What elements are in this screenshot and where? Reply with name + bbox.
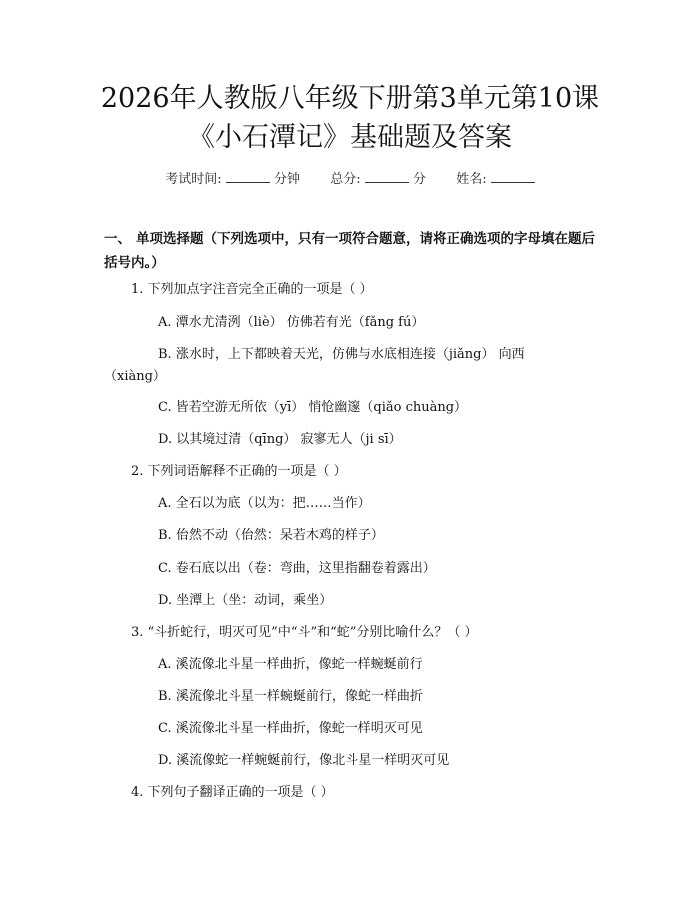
time-label: 考试时间: (165, 172, 222, 187)
score-blank (365, 170, 409, 183)
option-b: B. 佁然不动（佁然：呆若木鸡的样子） (158, 528, 384, 543)
option-b: B. 涨水时，上下都映着天光，仿佛与水底相连接（jiǎng） 向西（xiàng） (104, 347, 525, 384)
name-blank (491, 170, 535, 183)
exam-meta (0, 168, 700, 187)
question-stem: 3. “斗折蛇行，明灭可见”中“斗”和“蛇”分别比喻什么？（ ） (131, 625, 478, 640)
section-number: 一、 (104, 231, 131, 247)
name-label: 姓名: (456, 172, 487, 187)
option-d: D. 坐潭上（坐：动词，乘坐） (158, 593, 333, 608)
section-instructions: 单项选择题（下列选项中，只有一项符合题意，请将正确选项的字母填在题后括号内。） (104, 231, 595, 271)
question-stem: 1. 下列加点字注音完全正确的一项是（ ） (131, 282, 373, 297)
option-a: A. 潭水尤清洌（liè） 仿佛若有光（fǎng fú） (158, 315, 425, 330)
time-unit: 分钟 (273, 172, 300, 187)
question-stem: 2. 下列词语解释不正确的一项是（ ） (131, 464, 347, 479)
question-stem: 4. 下列句子翻译正确的一项是（ ） (131, 785, 334, 800)
time-blank (226, 170, 270, 183)
option-a: A. 全石以为底（以为：把……当作） (158, 496, 371, 511)
page-title-line2: 《小石潭记》基础题及答案 (188, 122, 512, 153)
section-heading (104, 227, 600, 275)
score-unit: 分 (412, 172, 426, 187)
option-c: C. 溪流像北斗星一样曲折，像蛇一样明灭可见 (158, 721, 423, 736)
option-a: A. 溪流像北斗星一样曲折，像蛇一样蜿蜒前行 (158, 657, 423, 672)
option-d: D. 溪流像蛇一样蜿蜒前行，像北斗星一样明灭可见 (158, 753, 450, 768)
option-c: C. 卷石底以出（卷：弯曲，这里指翻卷着露出） (158, 561, 436, 576)
page-title-line1: 2026年人教版八年级下册第3单元第10课 (100, 83, 600, 114)
option-d: D. 以其境过清（qīng） 寂寥无人（ji sī） (158, 432, 402, 447)
option-c: C. 皆若空游无所依（yī） 悄怆幽邃（qiǎo chuàng） (158, 400, 468, 415)
option-b: B. 溪流像北斗星一样蜿蜒前行，像蛇一样曲折 (158, 689, 423, 704)
score-label: 总分: (330, 172, 361, 187)
